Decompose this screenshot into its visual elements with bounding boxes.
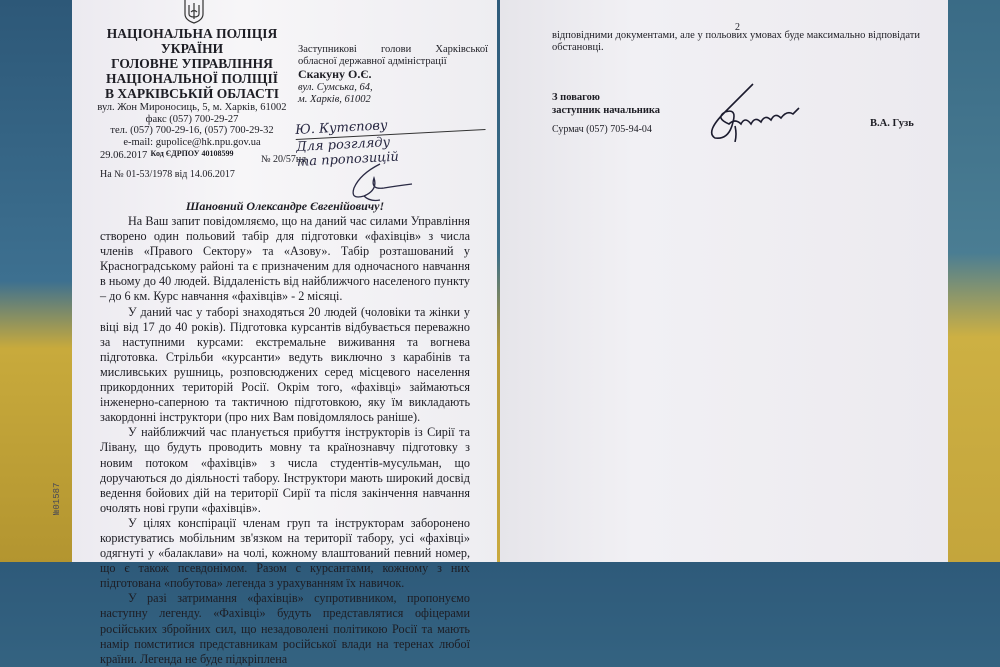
recipient-street: вул. Сумська, 64, <box>298 82 373 93</box>
signer-position: заступник начальника <box>552 104 661 116</box>
header-line: УКРАЇНИ <box>160 41 224 56</box>
paragraph: У найближчий час планується прибуття інструкторів із Сирії та Лівану, що будуть проводить мовну та країнознавчу підготовку з новим потоком «фахівців» з числа студентів-мусульман, що доручаються до діяльності табору. Інструктори мають широкий досвід ведення бойових дій на території Сирії та після закінчення навчання очолять нові групи «фахівців». <box>100 425 470 515</box>
recipient-city: м. Харків, 61002 <box>298 94 371 105</box>
issuer-header <box>92 26 292 101</box>
letter-body-continued <box>552 30 920 54</box>
handwritten-line: Ю. Кутєпову <box>295 113 486 140</box>
recipient-name: Скакуну О.Є. <box>298 67 372 81</box>
paragraph: У разі затримання «фахівців» супротивником, пропонуємо наступну легенду. «Фахівці» будуть представлятися офіцерами російських збройних сил, що незадоволені політикою Росії та мають намір помститися представникам російської влади на теренах любої країни. Легенда не буде підкріплена <box>100 591 470 666</box>
signature <box>695 82 815 142</box>
issuer-email: e-mail: gupolice@hk.npu.gov.ua <box>123 136 261 148</box>
registration-stamp: №01587 <box>52 482 62 515</box>
flag-background-right <box>940 0 1000 562</box>
closing <box>552 92 660 117</box>
page-number: 2 <box>735 22 740 33</box>
recipient-block <box>298 44 488 106</box>
executor-contact: Сурмач (057) 705-94-04 <box>552 124 652 135</box>
paragraph: У цілях конспірації членам груп та інструкторам заборонено користуватись мобільним зв'язком на території табору, усі «фахівці» одягнуті у «балаклави» на чолі, кожному влаштований певний номер, що є також псевдонімом. Разом с курсантами, кожному з них підготована «побутова» легенда з урахуванням їх навичок. <box>100 515 470 591</box>
resolution-signature <box>340 160 420 204</box>
header-line: НАЦІОНАЛЬНОЇ ПОЛІЦІЇ <box>105 71 279 86</box>
signer-name: В.А. Гузь <box>870 118 914 129</box>
closing-regards: З повагою <box>552 92 600 103</box>
issuer-fax: факс (057) 700-29-27 <box>145 113 239 125</box>
paragraph: На Ваш запит повідомляємо, що на даний час силами Управління створено один польовий табір для підготовки «фахівців» з числа членів «Правого Сектору» та «Азову». Табір розташований у Красноградському районі та є призначеним для одночасного навчання в ньому до 40 людей. Віддаленість від найближчого населеного пункту – до 6 км. Курс навчання «фахівців» - 2 місяці. <box>100 214 470 304</box>
issuer-code: Код ЄДРПОУ 40108599 <box>150 149 234 158</box>
header-line: ГОЛОВНЕ УПРАВЛІННЯ <box>111 56 273 71</box>
salutation: Шановний Олександре Євгенійовичу! <box>185 199 385 213</box>
issuer-address: вул. Жон Мироносиць, 5, м. Харків, 61002 <box>97 102 287 113</box>
recipient-title: Заступникові голови Харківської <box>298 44 488 55</box>
letter-reference: На № 01-53/1978 від 14.06.2017 <box>100 169 235 180</box>
paragraph: відповідними документами, але у польових умовах буде максимально відповідати обстановці. <box>552 30 920 53</box>
letter-date: 29.06.2017 <box>100 150 148 161</box>
header-line: НАЦІОНАЛЬНА ПОЛІЦІЯ <box>106 26 278 41</box>
paragraph: У даний час у таборі знаходяться 20 людей (чоловіки та жінки у віці від 17 до 40 років). Підготовка курсантів відбувається переважно за наступними курсами: екстремальне виживання та вогнева підготовка. Стрільби «курсанти» ведуть виключно з карабінів та мисливських рушниць, розповсюджених серед місцевого населення прикордонних територій Росії. Окрім того, «фахівці» займаються інженерно-саперною та тактичною підготовкою, яку їм викладають закордонні інструктори (про них Вам повідомлялось раніше). <box>100 304 470 425</box>
recipient-org: обласної державної адміністрації <box>298 56 447 67</box>
issuer-phone: тел. (057) 700-29-16, (057) 700-29-32 <box>110 125 274 136</box>
header-line: В ХАРКІВСЬКІЙ ОБЛАСТІ <box>105 86 279 101</box>
flag-background-left <box>0 0 80 562</box>
letter-body <box>100 214 470 667</box>
handwritten-line: та пропозицій <box>296 149 400 170</box>
trident-emblem-icon <box>183 0 205 24</box>
letter-number: № 20/57нд <box>261 154 307 165</box>
handwritten-line: Для розгляду <box>295 135 391 155</box>
